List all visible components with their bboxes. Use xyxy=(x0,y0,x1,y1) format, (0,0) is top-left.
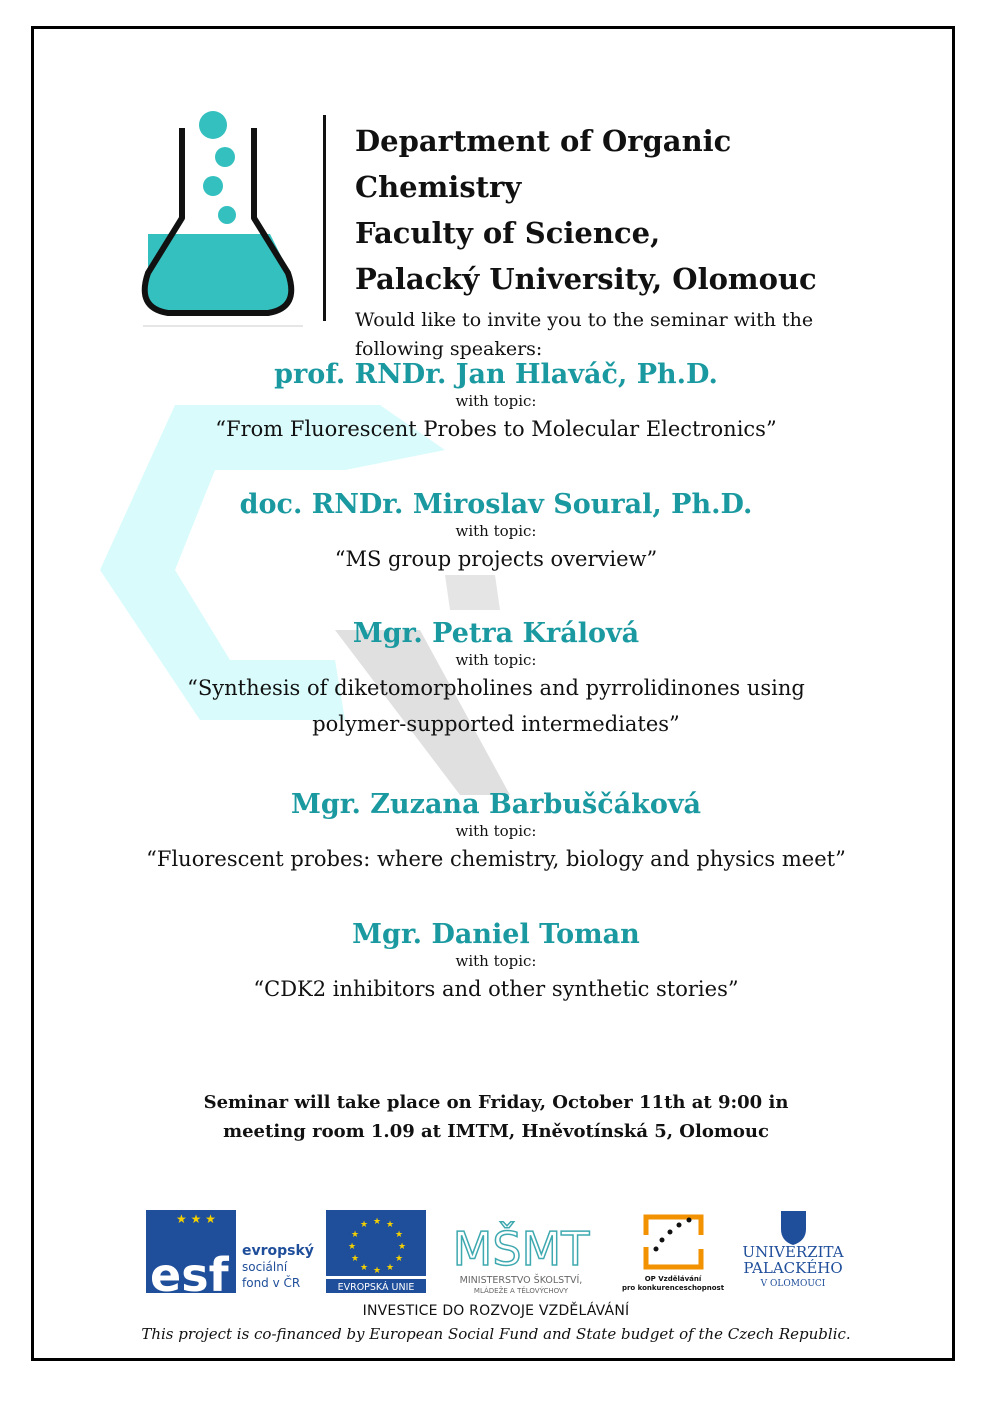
msmt-line-2: MLÁDEŽE A TĚLOVÝCHOVY xyxy=(473,1287,569,1295)
svg-text:★: ★ xyxy=(398,1242,407,1252)
with-topic-label: with topic: xyxy=(455,952,537,970)
esf-logo xyxy=(146,1210,314,1297)
speaker-topic: “CDK2 inhibitors and other synthetic stories” xyxy=(253,977,739,1001)
speaker-topic: “Fluorescent probes: where chemistry, biology and physics meet” xyxy=(146,847,846,871)
venue-info: Seminar will take place on Friday, October 11th at 9:00 in meeting room 1.09 at IMTM, Hněvotínská 5, Olomouc xyxy=(203,1092,789,1142)
up-olomouc-logo xyxy=(742,1211,843,1289)
speaker-name: doc. RNDr. Miroslav Soural, Ph.D. xyxy=(239,489,753,520)
svg-text:★: ★ xyxy=(373,1217,382,1227)
cofinanced-note: This project is co-financed by European Social Fund and State budget of the Czech Republic. xyxy=(141,1325,851,1343)
speaker-4 xyxy=(60,788,932,877)
svg-text:★: ★ xyxy=(351,1254,360,1264)
with-topic-label: with topic: xyxy=(455,392,537,410)
speaker-5 xyxy=(60,918,932,1007)
department-name: Department of Organic Chemistry xyxy=(355,124,732,204)
up-line-2: PALACKÉHO xyxy=(743,1259,843,1277)
speaker-name: Mgr. Petra Králová xyxy=(352,618,640,649)
investice-text: INVESTICE DO ROZVOJE VZDĚLÁVÁNÍ xyxy=(362,1303,630,1319)
svg-text:★: ★ xyxy=(395,1254,404,1264)
up-line-1: UNIVERZITA xyxy=(742,1243,844,1261)
op-line-1: OP Vzdělávání xyxy=(644,1275,702,1283)
esf-text: esf xyxy=(150,1248,229,1297)
svg-text:★: ★ xyxy=(348,1242,357,1252)
with-topic-label: with topic: xyxy=(455,822,537,840)
op-vzdelavani-logo xyxy=(622,1217,725,1292)
msmt-mark: MŠMT xyxy=(452,1222,590,1276)
with-topic-label: with topic: xyxy=(455,651,537,669)
svg-text:★: ★ xyxy=(360,1263,369,1273)
speaker-topic: “MS group projects overview” xyxy=(334,547,658,571)
speaker-2 xyxy=(60,488,932,577)
esf-line-3: fond v ČR xyxy=(242,1276,301,1290)
speaker-topic: “Synthesis of diketomorpholines and pyrrolidinones using polymer-supported intermediates” xyxy=(187,676,805,736)
svg-text:★: ★ xyxy=(360,1220,369,1230)
op-line-2: pro konkurenceschopnost xyxy=(621,1284,725,1292)
eu-flag-logo xyxy=(326,1210,426,1293)
header-divider xyxy=(323,115,326,321)
svg-text:★: ★ xyxy=(395,1230,404,1240)
speaker-name: Mgr. Daniel Toman xyxy=(352,919,640,950)
speaker-name: Mgr. Zuzana Barbuščáková xyxy=(290,789,702,820)
svg-text:★: ★ xyxy=(386,1220,395,1230)
invitation-text: Would like to invite you to the seminar with the following speakers: xyxy=(355,309,814,360)
header-block xyxy=(355,118,895,364)
esf-line-2: sociální xyxy=(242,1260,288,1274)
esf-line-1: evropský xyxy=(242,1243,314,1259)
svg-text:★ ★ ★: ★ ★ ★ xyxy=(176,1212,216,1226)
with-topic-label: with topic: xyxy=(455,522,537,540)
flask-logo xyxy=(138,108,308,330)
faculty-name: Faculty of Science, xyxy=(355,216,661,250)
up-line-3: V OLOMOUCI xyxy=(760,1279,826,1289)
university-name: Palacký University, Olomouc xyxy=(355,262,817,296)
svg-text:★: ★ xyxy=(351,1230,360,1240)
speaker-topic: “From Fluorescent Probes to Molecular Electronics” xyxy=(215,417,777,441)
sponsor-logos xyxy=(146,1207,851,1297)
msmt-line-1: MINISTERSTVO ŠKOLSTVÍ, xyxy=(459,1275,583,1286)
msmt-logo xyxy=(453,1221,591,1295)
svg-text:★: ★ xyxy=(373,1266,382,1276)
svg-text:★: ★ xyxy=(386,1263,395,1273)
eu-label: EVROPSKÁ UNIE xyxy=(337,1282,415,1293)
speaker-1 xyxy=(60,358,932,447)
speaker-name: prof. RNDr. Jan Hlaváč, Ph.D. xyxy=(274,359,718,390)
speaker-3 xyxy=(60,617,932,742)
